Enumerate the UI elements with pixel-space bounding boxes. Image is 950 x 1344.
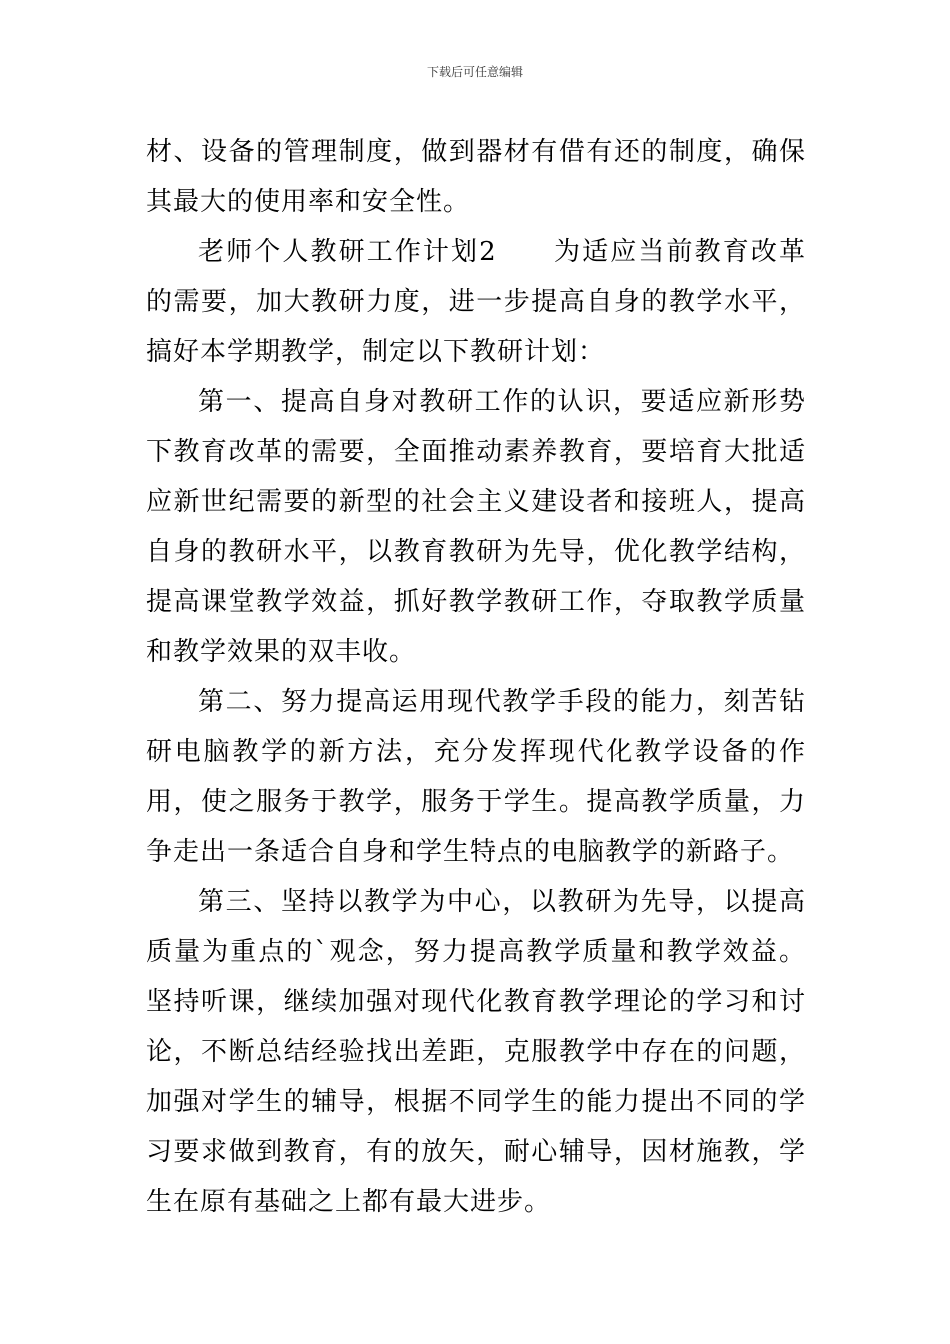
paragraph-first-point: 第一、提高自身对教研工作的认识，要适应新形势下教育改革的需要，全面推动素养教育，要培育大批适应新世纪需要的新型的社会主义建设者和接班人，提高自身的教研水平，以教育教研为先导，优化教学结构，提高课堂教学效益，抓好教学教研工作，夺取教学质量和教学效果的双丰收。 xyxy=(146,387,806,667)
paragraph-plan-intro: 老师个人教研工作计划2 为适应当前教育改革的需要，加大教研力度，进一步提高自身的教学水平，搞好本学期教学，制定以下教研计划： xyxy=(146,237,806,367)
paragraph-third-point: 第三、坚持以教学为中心，以教研为先导，以提高质量为重点的`观念，努力提高教学质量和教学效益。坚持听课，继续加强对现代化教育教学理论的学习和讨论，不断总结经验找出差距，克服教学中存在的问题，加强对学生的辅导，根据不同学生的能力提出不同的学习要求做到教育，有的放矢，耐心辅导，因材施教，学生在原有基础之上都有最大进步。 xyxy=(146,887,806,1217)
header-note: 下载后可任意编辑 xyxy=(426,65,523,79)
paragraph-second-point: 第二、努力提高运用现代教学手段的能力，刻苦钻研电脑教学的新方法，充分发挥现代化教学设备的作用，使之服务于教学，服务于学生。提高教学质量，力争走出一条适合自身和学生特点的电脑教学的新路子。 xyxy=(146,687,806,867)
paragraph-continuation: 材、设备的管理制度，做到器材有借有还的制度，确保其最大的使用率和安全性。 xyxy=(146,137,806,217)
document-body xyxy=(146,127,806,1227)
